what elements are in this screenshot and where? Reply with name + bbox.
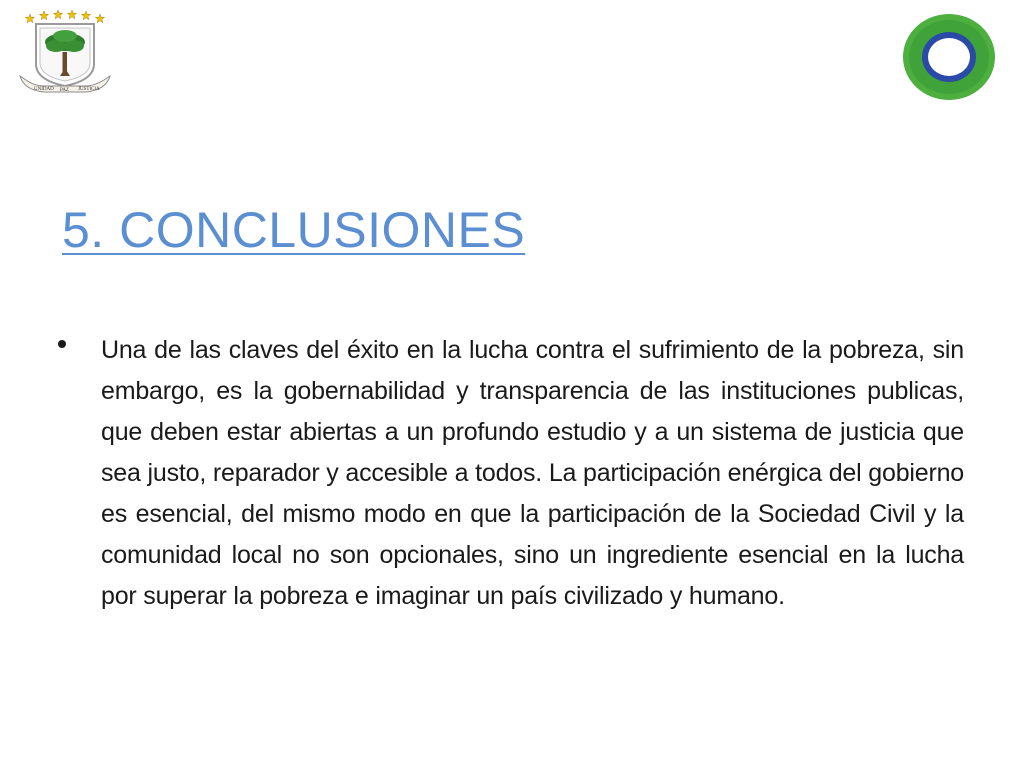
coat-of-arms-logo (14, 8, 114, 96)
bullet-text: Una de las claves del éxito en la lucha contra el sufrimiento de la pobreza, sin embargo, es la gobernabilidad y transparencia de las instituciones publicas, que deben estar abiertas a un profundo estudio y a un sistema de justicia que sea justo, reparador y accesible a todos. La participación enérgica del gobierno es esencial, del mismo modo en que la participación de la Sociedad Civil y la comunidad local no son opcionales, sino un ingrediente esencial en la lucha por superar la pobreza e imaginar un país civilizado y humano. (101, 336, 964, 610)
slide-title: 5. CONCLUSIONES (62, 202, 526, 258)
coat-of-arms-graphic (14, 8, 114, 96)
motto-center-label: PAZ (60, 88, 69, 93)
stars-row-icon (25, 10, 104, 23)
bullet-item (56, 330, 964, 617)
motto-left-label: UNIDAD (34, 87, 54, 92)
motto-right-label: JUSTICIA (78, 87, 100, 92)
bullet-list (56, 330, 964, 617)
ring-logo (899, 11, 999, 103)
ring-logo-icon (899, 11, 999, 103)
bullet-dot-icon (58, 340, 66, 348)
